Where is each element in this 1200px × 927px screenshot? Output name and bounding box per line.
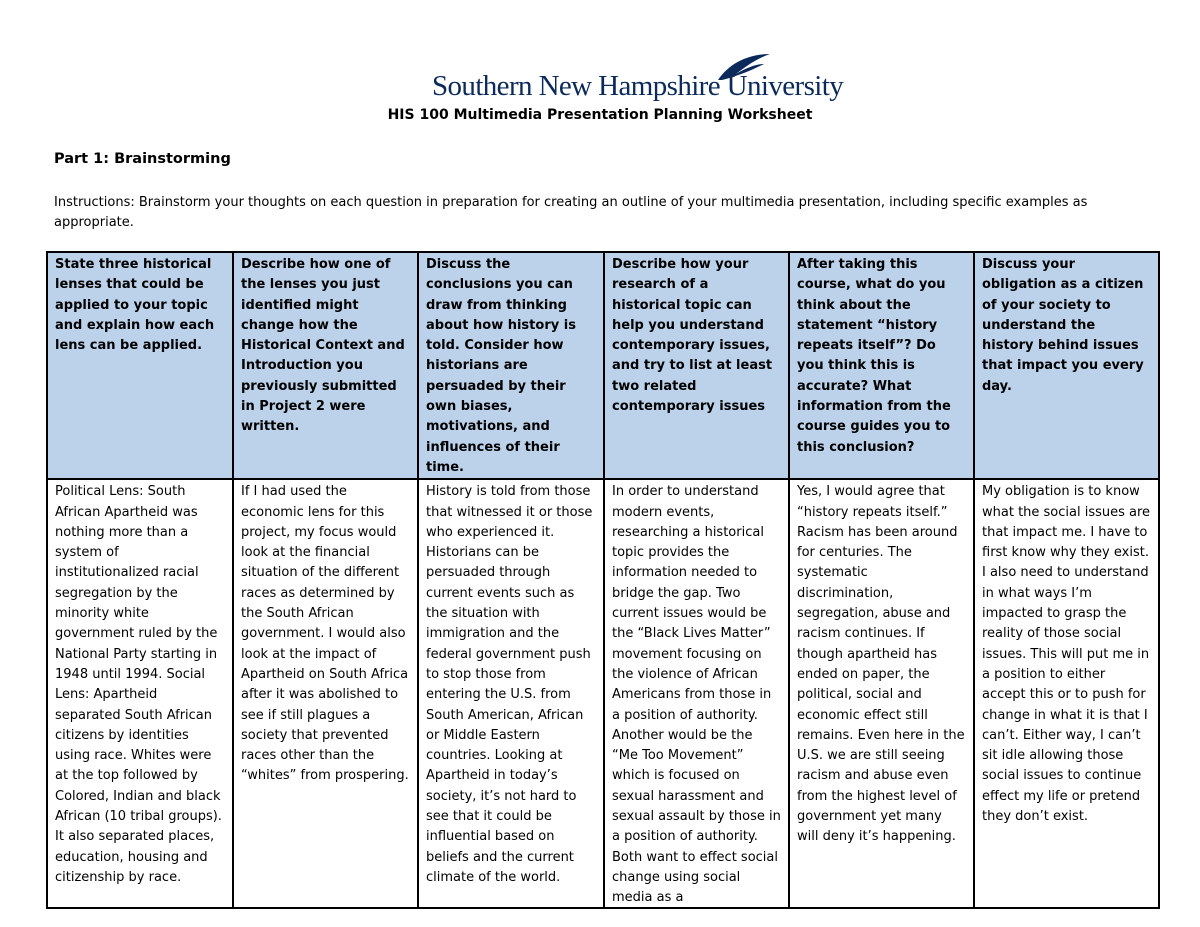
logo-text: Southern New Hampshire University (432, 70, 844, 102)
answer-cell-4[interactable] (604, 479, 789, 908)
answer-text-3: History is told from those that witnessed it or those who experienced it. Historians can be persuaded through current events such as the situation with immigration and the federal government push to stop those from entering the U.S. from South American, African or Middle Eastern countries. Looking at Apartheid in today’s society, it’s not hard to see that it could be influential based on beliefs and the current climate of the world. (426, 484, 593, 885)
answer-text-2: If I had used the economic lens for this project, my focus would look at the financial situation of the different races as determined by the South African government. I would also look at the impact of Apartheid on South Africa after it was abolished to see if still plagues a society that prevented races other than the “whites” from prospering. (241, 484, 409, 784)
part-heading: Part 1: Brainstorming (54, 151, 231, 167)
instructions-text: Instructions: Brainstorm your thoughts on each question in preparation for creating an outline of your multimedia presentation, including specific examples as appropriate. (54, 195, 1088, 230)
worksheet-table (46, 251, 1160, 909)
answer-text-1: Political Lens: South African Apartheid was nothing more than a system of institutionalized racial segregation by the minority white government ruled by the National Party starting in 1948 until 1994. Social Lens: Apartheid separated South African citizens by identities using race. Whites were at the top followed by Colored, Indian and black African (10 tribal groups). It also separated places, education, housing and citizenship by race. (55, 484, 222, 885)
document-title: HIS 100 Multimedia Presentation Planning Worksheet (387, 107, 813, 123)
answer-cell-1[interactable] (47, 479, 233, 908)
answer-text-4: In order to understand modern events, researching a historical topic provides the information needed to bridge the gap. Two current issues would be the “Black Lives Matter” movement focusing on the violence of African Americans from those in a position of authority. Another would be the “Me Too Movement” which is focused on sexual harassment and sexual assault by those in a position of authority. Both want to effect social change using social media as a (612, 484, 781, 906)
question-header-5: After taking this course, what do you think about the statement “history repeats itself”? Do you think this is accurate? What information from the course guides you to this conclusion? (789, 252, 974, 479)
answer-text-6: My obligation is to know what the social issues are that impact me. I have to first know why they exist. I also need to understand in what ways I’m impacted to grasp the reality of those social issues. This will put me in a position to either accept this or to push for change in what it is that I can’t. Either way, I can’t sit idle allowing those social issues to continue effect my life or pretend they don’t exist. (982, 484, 1151, 825)
answer-cell-3[interactable] (418, 479, 604, 908)
answer-cell-2[interactable] (233, 479, 418, 908)
university-logo (432, 52, 844, 102)
question-header-3: Discuss the conclusions you can draw from thinking about how history is told. Consider how historians are persuaded by their own biases, motivations, and influences of their time. (418, 252, 604, 479)
question-header-1: State three historical lenses that could be applied to your topic and explain how each lens can be applied. (47, 252, 233, 479)
question-header-2: Describe how one of the lenses you just identified might change how the Historical Context and Introduction you previously submitted in Project 2 were written. (233, 252, 418, 479)
table-header-row (47, 252, 1159, 479)
question-header-4: Describe how your research of a historical topic can help you understand contemporary issues, and try to list at least two related contemporary issues (604, 252, 789, 479)
question-header-6: Discuss your obligation as a citizen of your society to understand the history behind issues that impact you every day. (974, 252, 1159, 479)
answer-cell-5[interactable] (789, 479, 974, 908)
answer-cell-6[interactable] (974, 479, 1159, 908)
answer-text-5: Yes, I would agree that “history repeats itself.” Racism has been around for centuries. The systematic discrimination, segregation, abuse and racism continues. If though apartheid has ended on paper, the political, social and economic effect still remains. Even here in the U.S. we are still seeing racism and abuse even from the highest level of government yet many will deny it’s happening. (797, 484, 965, 845)
table-row (47, 479, 1159, 908)
